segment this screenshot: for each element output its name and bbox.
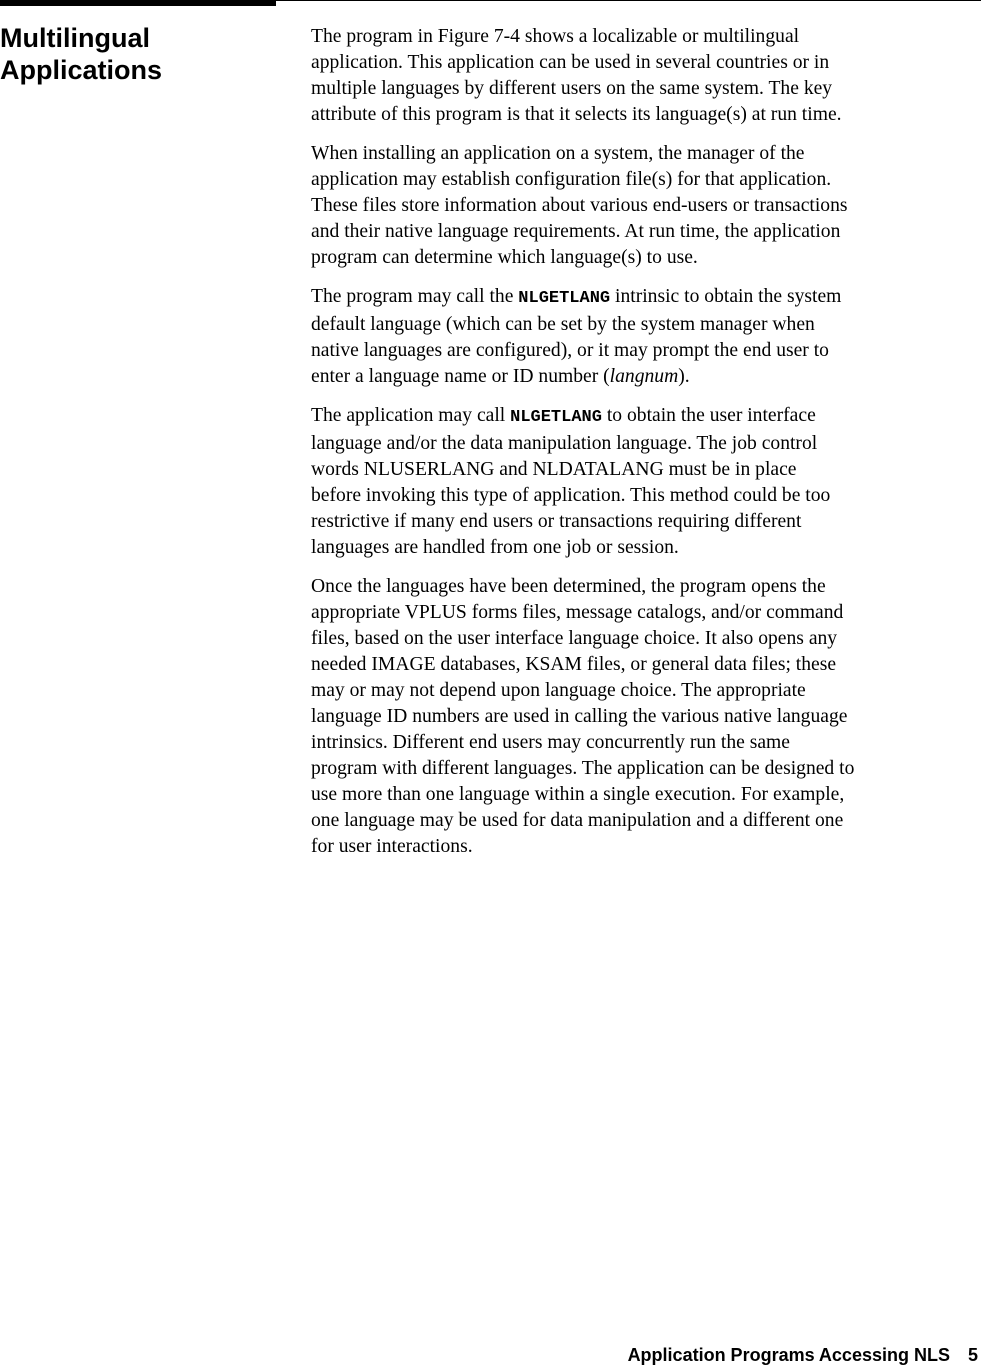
text-line: appropriate VPLUS forms files, message catalogs, and/or command	[311, 602, 844, 623]
text-segment: ).	[678, 366, 690, 387]
header-rule-thin	[276, 0, 981, 1]
text-line: for user interactions.	[311, 836, 473, 857]
paragraph-1	[311, 24, 979, 128]
text-line: needed IMAGE databases, KSAM files, or general data files; these	[311, 654, 837, 675]
section-heading-line-2: Applications	[0, 55, 163, 85]
text-segment: intrinsic to obtain the system	[610, 286, 842, 307]
text-segment: enter a language name or ID number (	[311, 366, 610, 387]
text-line: native languages are configured), or it may prompt the end user to	[311, 340, 829, 361]
text-line: intrinsics. Different end users may concurrently run the same	[311, 732, 790, 753]
paragraph-3	[311, 284, 979, 390]
paragraph-2	[311, 141, 979, 271]
code-term-nlgetlang: NLGETLANG	[510, 408, 602, 427]
text-line: multiple languages by different users on the same system. The key	[311, 78, 833, 99]
text-line: may or may not depend upon language choice. The appropriate	[311, 680, 806, 701]
text-line: one language may be used for data manipulation and a different one	[311, 810, 844, 831]
text-line: languages are handled from one job or session.	[311, 537, 679, 558]
text-line: restrictive if many end users or transactions requiring different	[311, 511, 802, 532]
text-segment: to obtain the user interface	[601, 405, 816, 426]
text-line: application may establish configuration file(s) for that application.	[311, 169, 832, 190]
text-line: words NLUSERLANG and NLDATALANG must be in place	[311, 459, 797, 480]
code-term-nlgetlang: NLGETLANG	[518, 289, 611, 308]
text-line: The program in Figure 7-4 shows a localizable or multilingual	[311, 26, 800, 47]
text-line: files, based on the user interface language choice. It also opens any	[311, 628, 838, 649]
paragraph-5	[311, 574, 979, 860]
paragraph-4	[311, 403, 979, 561]
text-line: language ID numbers are used in calling the various native language	[311, 706, 848, 727]
italic-term-langnum: langnum	[609, 366, 679, 387]
body-text	[311, 24, 979, 873]
text-segment: The program may call the	[311, 286, 519, 307]
footer-title: Application Programs Accessing NLS	[627, 1345, 950, 1365]
text-line	[311, 284, 979, 312]
page-number: 5	[967, 1345, 978, 1365]
section-heading-line-1: Multilingual	[0, 23, 150, 53]
text-line: and their native language requirements. At run time, the application	[311, 221, 841, 242]
section-heading	[0, 22, 270, 86]
text-line: use more than one language within a single execution. For example,	[311, 784, 845, 805]
page-footer	[628, 1344, 978, 1366]
text-line: language and/or the data manipulation language. The job control	[311, 433, 818, 454]
text-line	[311, 364, 979, 390]
text-line: attribute of this program is that it selects its language(s) at run time.	[311, 104, 842, 125]
text-segment: The application may call	[311, 405, 511, 426]
text-line: When installing an application on a system, the manager of the	[311, 143, 805, 164]
text-line: default language (which can be set by the system manager when	[311, 314, 815, 335]
text-line: program can determine which language(s) to use.	[311, 247, 698, 268]
text-line	[311, 403, 979, 431]
header-rule-thick	[0, 0, 276, 6]
text-line: before invoking this type of application. This method could be too	[311, 485, 831, 506]
text-line: These files store information about various end-users or transactions	[311, 195, 848, 216]
text-line: Once the languages have been determined, the program opens the	[311, 576, 826, 597]
text-line: program with different languages. The application can be designed to	[311, 758, 855, 779]
text-line: application. This application can be used in several countries or in	[311, 52, 830, 73]
